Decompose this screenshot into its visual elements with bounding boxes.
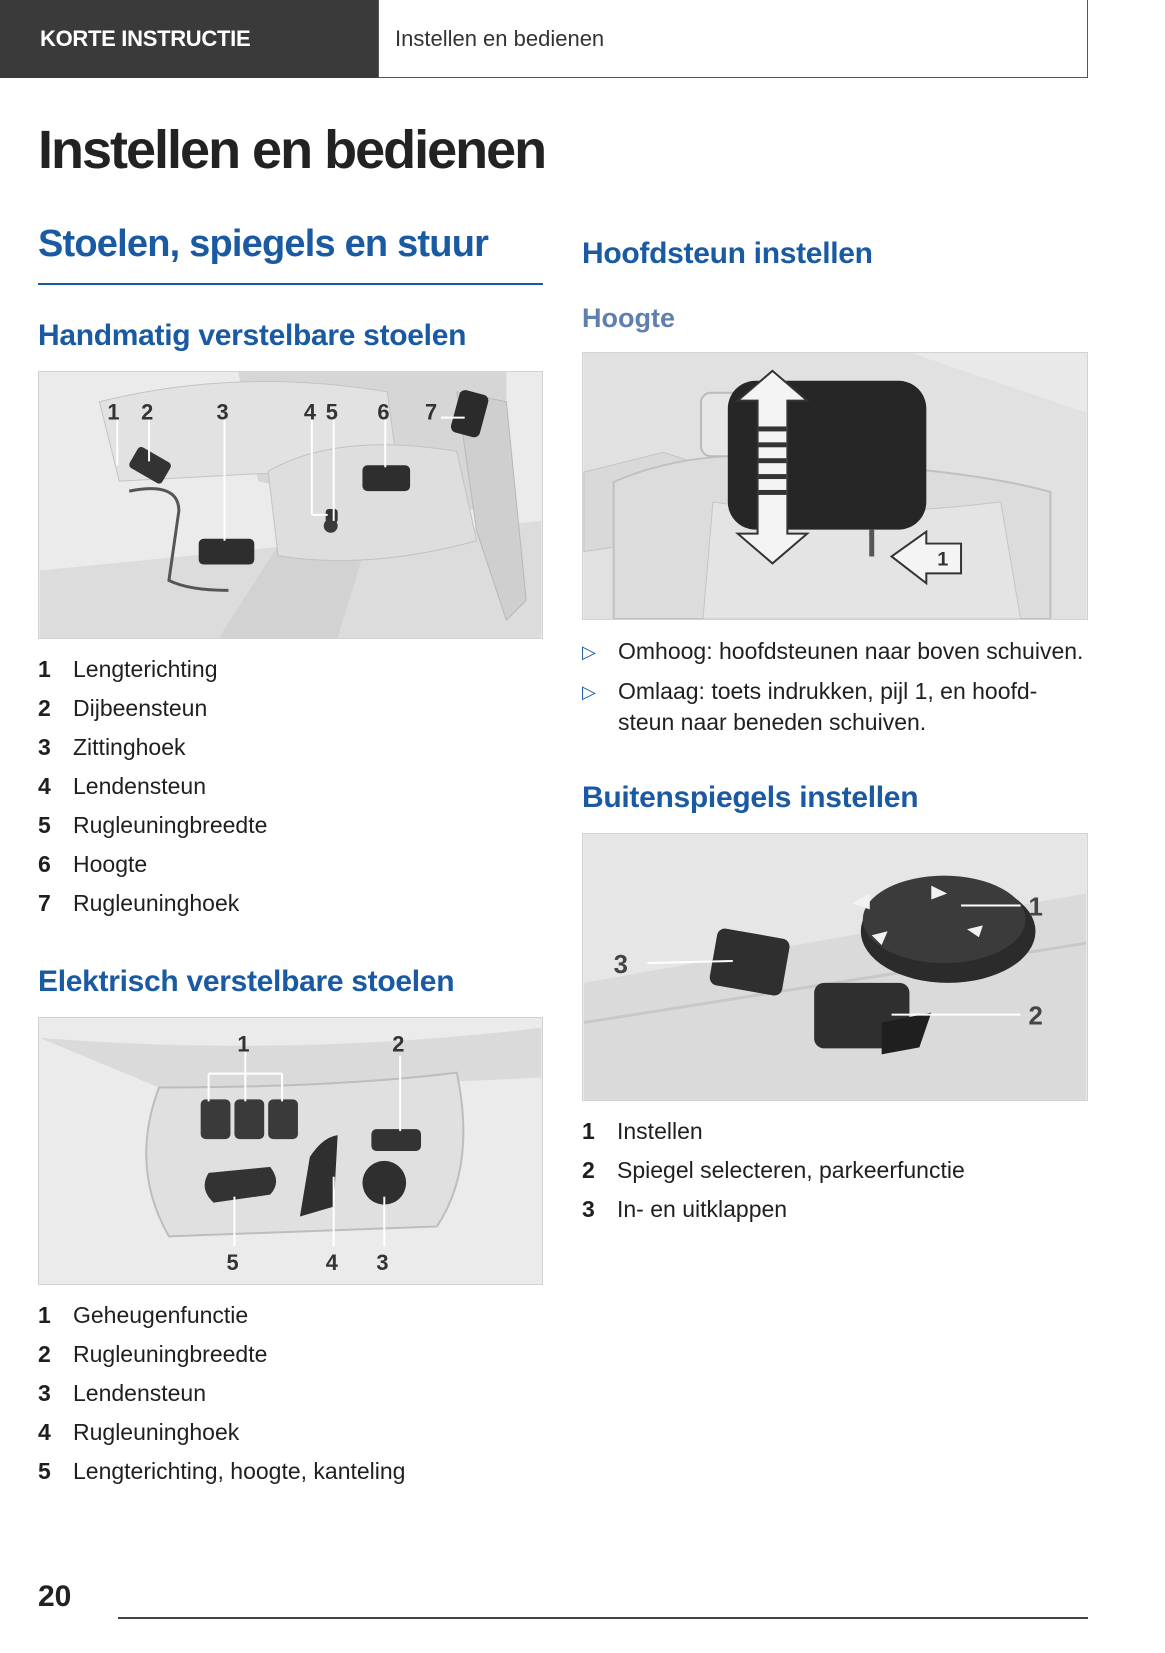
manual-callout-2: 2 — [141, 399, 154, 425]
list-item: 3 Zittinghoek — [38, 734, 186, 760]
mirror-legend — [582, 1112, 1088, 1229]
mirror-callout-2: 2 — [1028, 1002, 1043, 1031]
section-rule — [38, 283, 543, 285]
manual-seat-illustration — [39, 372, 542, 638]
electric-callout-3: 3 — [376, 1250, 389, 1276]
heading-headrest: Hoofdsteun instellen — [582, 237, 873, 270]
list-item: 6 Hoogte — [38, 851, 148, 877]
electric-callout-5: 5 — [226, 1250, 239, 1276]
headrest-instructions — [582, 636, 1092, 746]
list-item: 5 Rugleuningbreedte — [38, 812, 268, 838]
list-item: 5 Lengterichting, hoogte, kanteling — [38, 1458, 406, 1484]
list-item: 7 Rugleuninghoek — [38, 890, 240, 916]
electric-callout-1: 1 — [237, 1031, 250, 1057]
list-item: 1 Lengterichting — [38, 656, 218, 682]
electric-seat-figure — [38, 1017, 543, 1285]
mirror-control-illustration — [583, 834, 1087, 1100]
heading-manual-seats: Handmatig verstelbare stoelen — [38, 319, 467, 352]
list-item: 2 Spiegel selecteren, parkeerfunctie — [582, 1157, 965, 1183]
headrest-callout-1: 1 — [937, 548, 949, 571]
triangle-right-outline-icon: ▷ — [582, 682, 596, 702]
triangle-right-outline-icon: ▷ — [582, 642, 596, 662]
manual-seat-legend — [38, 650, 543, 923]
manual-callout-4: 4 — [303, 399, 317, 425]
list-item: ▷ Omhoog: hoofdsteunen naar boven schuiven. — [582, 636, 1092, 668]
manual-callout-1: 1 — [107, 399, 120, 425]
mirror-figure — [582, 833, 1088, 1101]
headrest-figure — [582, 352, 1088, 620]
list-item: 1 Geheugenfunctie — [38, 1302, 249, 1328]
list-item: ▷ Omlaag: toets indrukken, pijl 1, en hoofd-steun naar beneden schuiven. — [582, 676, 1092, 738]
footer-rule — [118, 1617, 1088, 1619]
headrest-illustration — [583, 353, 1087, 619]
manual-callout-7: 7 — [424, 399, 438, 425]
manual-callout-6: 6 — [377, 399, 390, 425]
section-tab: KORTE INSTRUCTIE — [0, 0, 378, 78]
list-item: 3 Lendensteun — [38, 1380, 207, 1406]
section-title-seats-mirrors: Stoelen, spiegels en stuur — [38, 223, 489, 265]
breadcrumb: Instellen en bedienen — [378, 0, 1088, 78]
electric-seat-illustration — [39, 1018, 542, 1284]
heading-electric-seats: Elektrisch verstelbare stoelen — [38, 965, 455, 998]
list-item: 4 Rugleuninghoek — [38, 1419, 240, 1445]
page-title: Instellen en bedienen — [38, 120, 546, 180]
manual-callout-3: 3 — [216, 399, 229, 425]
manual-callout-5: 5 — [325, 399, 338, 425]
mirror-callout-1: 1 — [1028, 893, 1043, 922]
heading-height: Hoogte — [582, 303, 675, 333]
electric-callout-4: 4 — [325, 1250, 338, 1276]
list-item: 4 Lendensteun — [38, 773, 207, 799]
electric-seat-legend — [38, 1296, 543, 1491]
manual-seat-figure — [38, 371, 543, 639]
list-item: 2 Rugleuningbreedte — [38, 1341, 268, 1367]
list-item: 2 Dijbeensteun — [38, 695, 208, 721]
electric-callout-2: 2 — [392, 1031, 405, 1057]
mirror-callout-3: 3 — [613, 950, 629, 979]
page-number: 20 — [38, 1580, 72, 1613]
list-item: 3 In- en uitklappen — [582, 1196, 788, 1222]
heading-mirrors: Buitenspiegels instellen — [582, 781, 919, 814]
list-item: 1 Instellen — [582, 1118, 703, 1144]
